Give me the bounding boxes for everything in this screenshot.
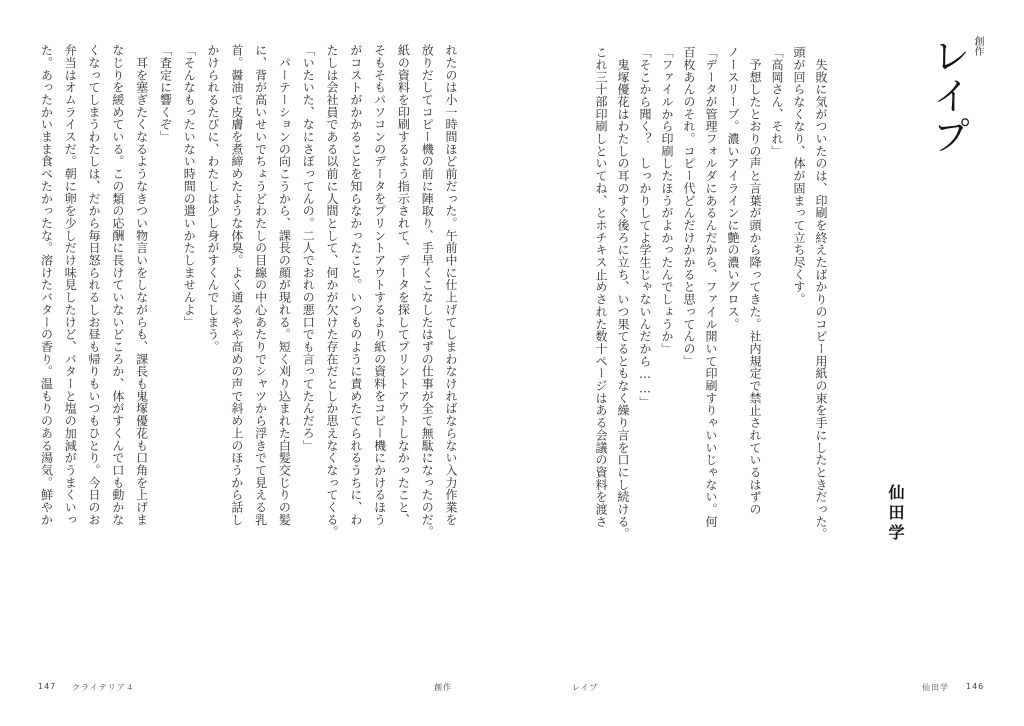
text-column: 「そこから聞く？ しっかりしてよ学生じゃないんだから……」 bbox=[638, 46, 652, 409]
text-column: 「そんなもったいない時間の遣いかたしませんよ」 bbox=[182, 44, 197, 329]
text-column: 「いたいた、なにさぼってんの。二人でおれの悪口でも言ってたんだろ」 bbox=[301, 44, 316, 452]
text-column: 失敗に気がついたのは、印刷を終えたばかりのコピー用紙の束を手にしたときだった。 bbox=[814, 46, 828, 540]
text-column: 耳を塞ぎたくなるようなきつい物言いをしながらも、課長も鬼塚優花も口角を上げま bbox=[134, 44, 149, 526]
running-title: レイプ bbox=[572, 683, 599, 692]
text-column: 「データが管理フォルダにあるんだから、ファイル開いて印刷すりゃいいじゃない。何 bbox=[704, 46, 718, 528]
running-author: 仙田学 bbox=[922, 683, 949, 692]
text-column: た。あったかいまま食べたかったな。溶けたバターの香り。温もりのある湯気。鮮やか bbox=[39, 44, 54, 526]
text-column: 「高岡さん、それ」 bbox=[770, 46, 784, 158]
text-column: 放りだしてコピー機の前に陣取り、手早くこなしたはずの仕事が全て無駄になったのだ。 bbox=[420, 44, 435, 538]
text-column: くなってしまうわたしは、だから毎日怒られるしお昼も帰りもいつもひとり。今日のお bbox=[87, 44, 102, 526]
text-column: 紙の資料を印刷するよう指示されて、データを探してプリントアウトしなかったこと、 bbox=[396, 44, 411, 526]
text-column: 「査定に響くぞ」 bbox=[158, 44, 173, 143]
text-column: 鬼塚優花はわたしの耳のすぐ後ろに立ち、いつ果てるともなく繰り言を口にし続ける。 bbox=[616, 46, 630, 540]
text-column: 「ファイルから印刷したほうがよかったんでしょうか」 bbox=[660, 46, 674, 355]
text-column: に、背が高いせいでちょうどわたしの目線の中心あたりでシャツから浮きでて見える乳 bbox=[253, 44, 268, 526]
text-column: パーテーションの向こうから、課長の顔が現れる。短く刈り込まれた白髪交じりの髪 bbox=[277, 44, 292, 526]
text-column: たしは会社員である以前に人間として、何かが欠けた存在だとしか思えなくなってくる。 bbox=[325, 44, 340, 538]
text-column: 首。醤油で皮膚を煮締めたような体臭。よく通るやや高めの声で斜め上のほうから話し bbox=[229, 44, 244, 526]
left-page-number: 147 bbox=[38, 682, 57, 691]
author-name: 仙田学 bbox=[886, 484, 905, 544]
text-column: 百枚あんのそれ。コピー代どんだけかかると思ってんの」 bbox=[682, 46, 696, 368]
right-page-number: 146 bbox=[966, 682, 985, 691]
text-column: これ三十部印刷しといてね、とホチキス止めされた数十ページはある会議の資料を渡さ bbox=[594, 46, 608, 528]
text-column: 弁当はオムライスだ。朝に卵を少しだけ味見したけど、バターと塩の加減がうまくいっ bbox=[63, 44, 78, 526]
text-column: ノースリーブ。濃いアイラインに艶の濃いグロス。 bbox=[726, 46, 740, 331]
text-column: 頭が回らなくなり、体が固まって立ち尽くす。 bbox=[792, 46, 806, 306]
text-column: れたのは小一時間ほど前だった。午前中に仕上げてしまわなければならない入力作業を bbox=[444, 44, 458, 526]
left-page-body-text bbox=[34, 44, 462, 544]
text-column: がコストがかかることを知らなかったこと。いつものように責めたてられるうちに、わ bbox=[348, 44, 363, 526]
magazine-name: クライテリア４ bbox=[72, 683, 135, 692]
text-column: そもそもパソコンのデータをプリントアウトするより紙の資料をコピー機にかけるほう bbox=[372, 44, 387, 526]
genre-label: 創作 bbox=[972, 36, 983, 56]
text-column: なじりを緩めている。この類の応酬に長けていないどころか、体がすくんで口も動かな bbox=[110, 44, 125, 526]
text-column: かけられるたびに、わたしは少し身がすくんでしまう。 bbox=[206, 44, 221, 353]
right-page-body-text bbox=[590, 46, 832, 546]
left-section-label: 創作 bbox=[434, 683, 452, 692]
story-title: レイプ bbox=[926, 36, 970, 156]
text-column: 予想したとおりの声と言葉が頭から降ってきた。社内規定で禁止されているはずの bbox=[748, 46, 762, 516]
